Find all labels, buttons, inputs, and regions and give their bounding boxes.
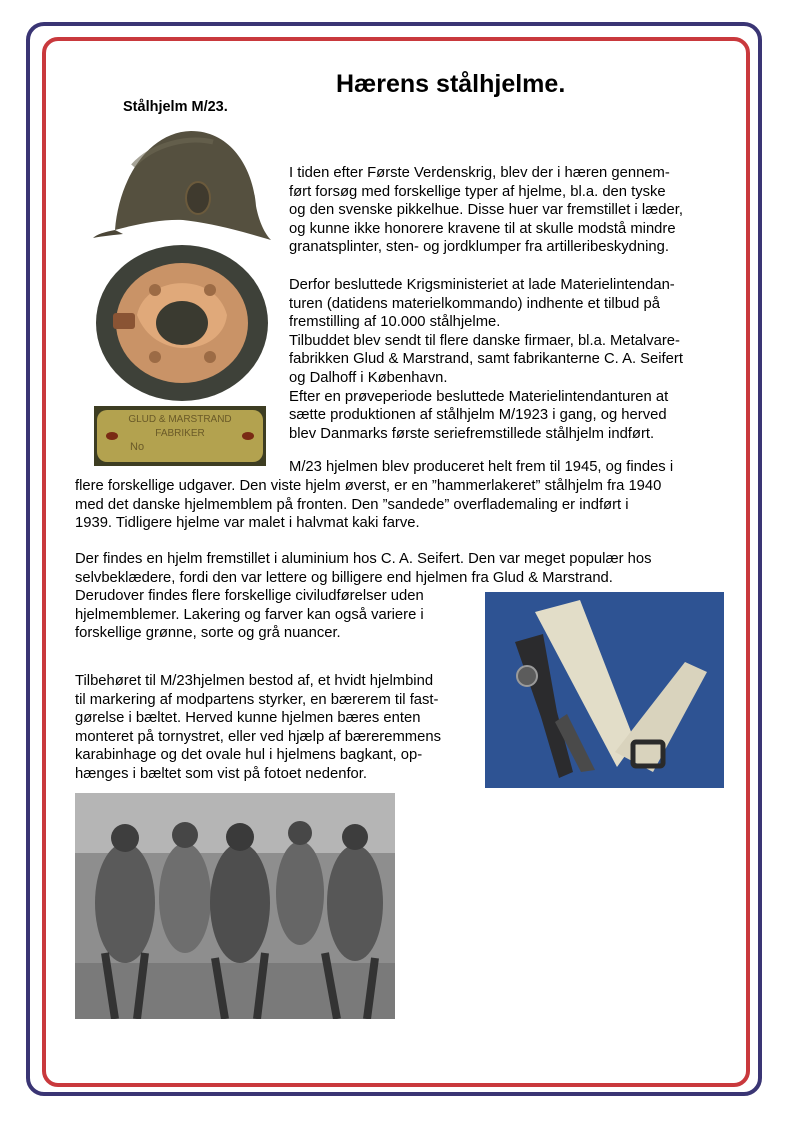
- production-paragraph: flere forskellige udgaver. Den viste hjelm øverst, er en ”hammerlakeret” stålhjelm fra 1940 med det danske hjelmemblem på fronten. Den ”sandede” overflademaling er indført i 1939. Tidligere hjelme var malet i halvmat kaki farve.: [75, 478, 662, 532]
- maker-plate-photo: [94, 406, 266, 466]
- helmet-side-photo: [93, 126, 271, 242]
- intro-paragraph: I tiden efter Første Verdenskrig, blev der i hæren gennem- ført forsøg med forskellige typer af hjelme, bl.a. den tyske og den svenske pikkelhue. Disse huer var fremstillet i læder, og kunne ikke honorere kravene til at skulle modstå mindre granatsplinter, sten- og jordklumper fra artilleribeskydning.: [289, 165, 683, 256]
- accessories-photo: [485, 592, 724, 788]
- procurement-paragraph: Derfor besluttede Krigsministeriet at lade Materielintendan- turen (datidens materielkommando) indhente et tilbud på fremstilling af 10.000 stålhjelme. Tilbuddet blev sendt til flere danske firmaer, bl.a. Metalvare- fabrikken Glud & Marstrand, samt fabrikanterne C. A. Seifert og Dalhoff i København. Efter en prøveperiode besluttede Materielintendanturen at sætte produktionen af stålhjelm M/1923 i gang, og herved blev Danmarks første seriefremstillede stålhjelm indført.: [289, 277, 683, 442]
- plate-maker-name: GLUD & MARSTRAND: [128, 414, 232, 425]
- variants-paragraph: Derudover findes flere forskellige civiludførelser uden hjelmemblemer. Lakering og farver kan også variere i forskellige grønne, sorte og grå nuancer.: [75, 588, 424, 642]
- helmet-model-caption: Stålhjelm M/23.: [123, 99, 228, 115]
- plate-number-label: No: [130, 441, 145, 453]
- soldiers-marching-photo: [75, 793, 395, 1019]
- helmet-interior-photo: [95, 245, 270, 402]
- production-paragraph-lead: M/23 hjelmen blev produceret helt frem til 1945, og findes i: [289, 459, 674, 475]
- accessories-paragraph: Tilbehøret til M/23hjelmen bestod af, et hvidt hjelmbind til markering af modpartens styrker, en bærerem til fast- gørelse i bæltet. Herved kunne hjelmen bæres enten monteret på tornystret, eller ved hjælp af bæreremmens karabinhage og det ovale hul i hjelmens bagkant, op- hænges i bæltet som vist på fotoet nedenfor.: [75, 673, 441, 782]
- plate-factory-label: FABRIKER: [155, 428, 205, 439]
- aluminium-paragraph: Der findes en hjelm fremstillet i aluminium hos C. A. Seifert. Den var meget populær hos selvbeklædere, fordi den var lettere og billigere end hjelmen fra Glud & Marstrand.: [75, 551, 652, 586]
- page-title: Hærens stålhjelme.: [336, 70, 566, 98]
